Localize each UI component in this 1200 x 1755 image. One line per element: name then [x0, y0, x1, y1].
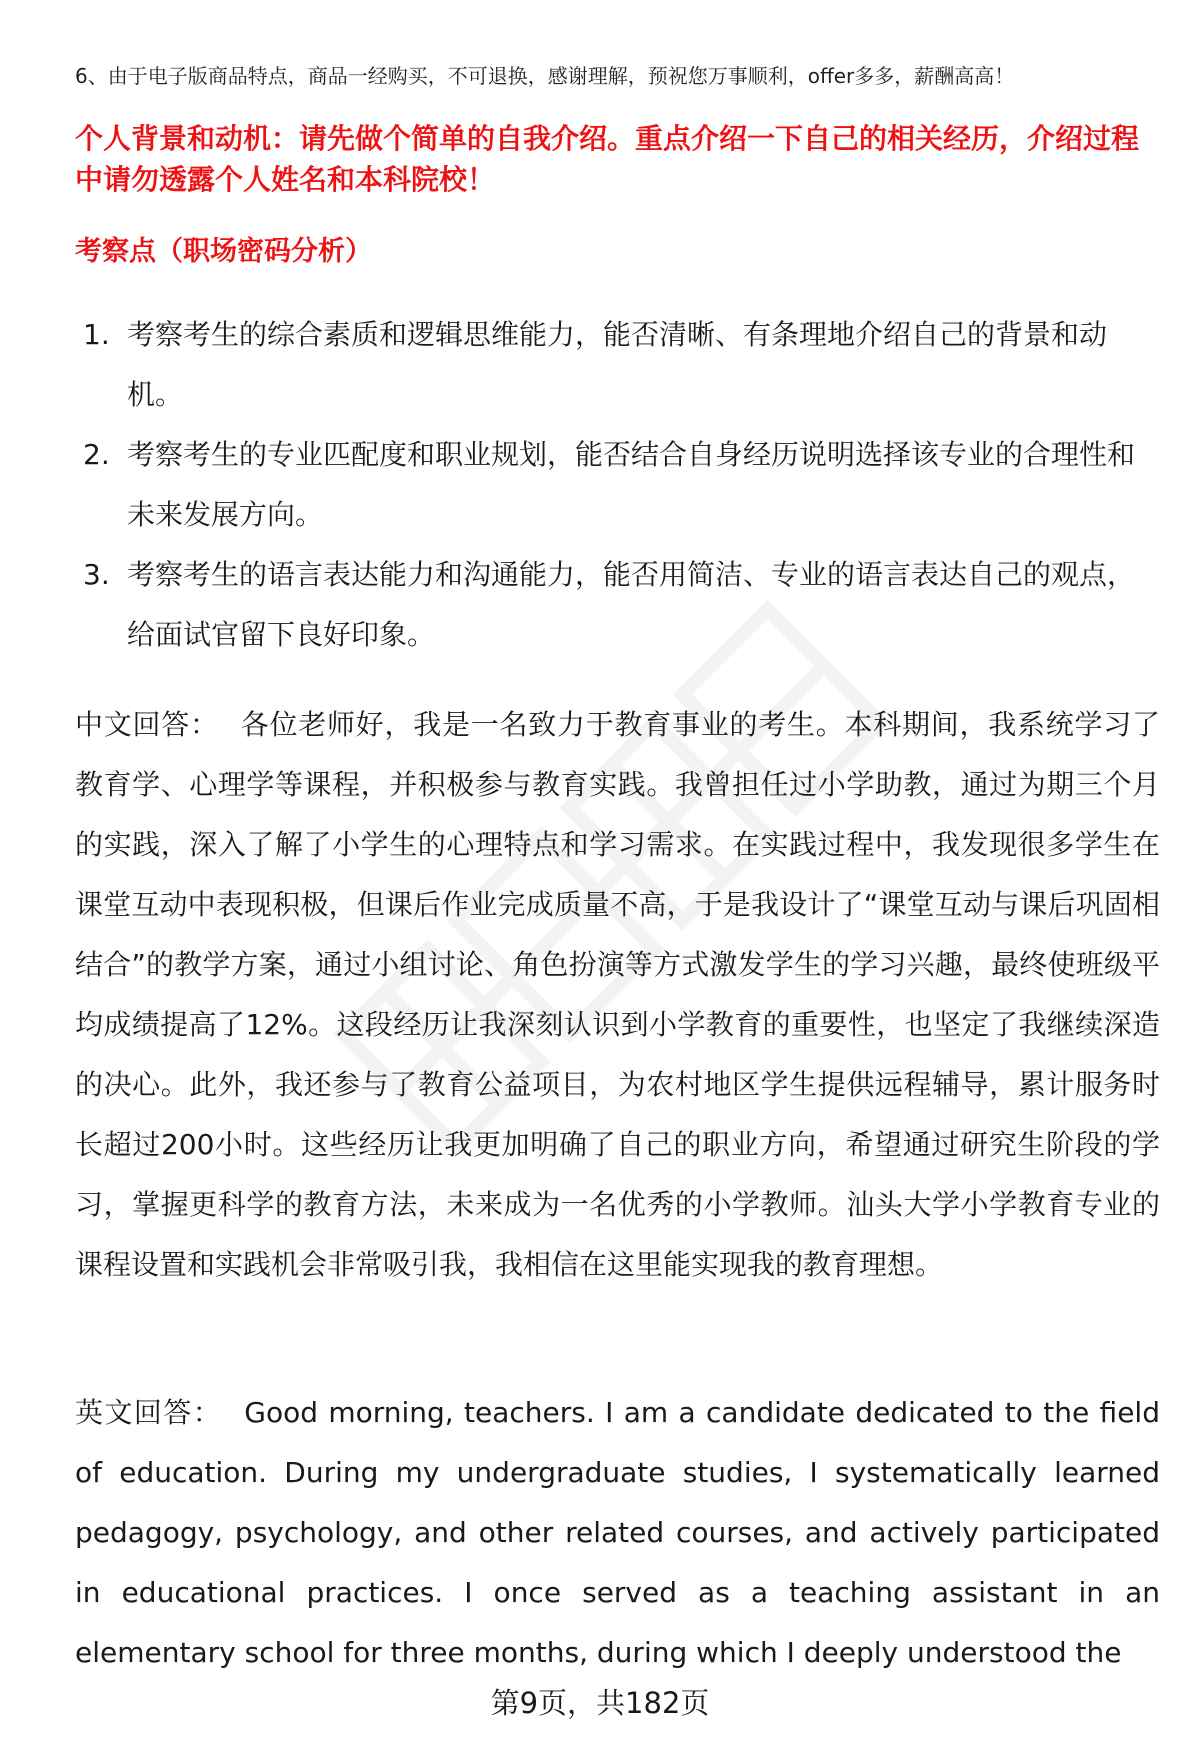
- chinese-answer-text: 各位老师好，我是一名致力于教育事业的考生。本科期间，我系统学习了教育学、心理学等课程，并积极参与教育实践。我曾担任过小学助教，通过为期三个月的实践，深入了解了小学生的心理特点和学习需求。在实践过程中，我发现很多学生在课堂互动中表现积极，但课后作业完成质量不高，于是我设计了“课堂互动与课后巩固相结合”的教学方案，通过小组讨论、角色扮演等方式激发学生的学习兴趣，最终使班级平均成绩提高了12%。这段经历让我深刻认识到小学教育的重要性，也坚定了我继续深造的决心。此外，我还参与了教育公益项目，为农村地区学生提供远程辅导，累计服务时长超过200小时。这些经历让我更加明确了自己的职业方向，希望通过研究生阶段的学习，掌握更科学的教育方法，未来成为一名优秀的小学教师。汕头大学小学教育专业的课程设置和实践机会非常吸引我，我相信在这里能实现我的教育理想。: [75, 708, 1160, 1281]
- english-answer-text: Good morning, teachers. I am a candidate dedicated to the field of education. During my undergraduate studies, I systematically learned pedagogy, psychology, and other related courses, and actively participated in educational practices. I once served as a teaching assistant in an elementary school for three months, during which I deeply understood the: [75, 1396, 1160, 1669]
- english-answer: [75, 1383, 1160, 1683]
- list-item-number: 3.: [83, 558, 110, 591]
- page-number-footer: 第9页，共182页: [490, 1686, 710, 1720]
- section-title: 考察点（职场密码分析）: [75, 236, 372, 267]
- chinese-answer: [75, 695, 1160, 1295]
- list-item-number: 1.: [83, 318, 110, 351]
- list-item-text: 考察考生的专业匹配度和职业规划，能否结合自身经历说明选择该专业的合理性和未来发展方向。: [127, 438, 1136, 531]
- list-item: [75, 425, 1155, 545]
- english-answer-label: 英文回答：: [75, 1396, 223, 1429]
- interview-question: 个人背景和动机：请先做个简单的自我介绍。重点介绍一下自己的相关经历，介绍过程中请勿透露个人姓名和本科院校！: [75, 122, 1140, 196]
- list-item-text: 考察考生的语言表达能力和沟通能力，能否用简洁、专业的语言表达自己的观点，给面试官留下良好印象。: [127, 558, 1136, 651]
- list-item: [75, 305, 1155, 425]
- purchase-notice: 6、由于电子版商品特点，商品一经购买，不可退换，感谢理解，预祝您万事顺利，offer多多，薪酬高高！: [75, 64, 1015, 88]
- chinese-answer-label: 中文回答：: [75, 708, 219, 741]
- list-item: [75, 545, 1155, 665]
- list-item-number: 2.: [83, 438, 110, 471]
- list-item-text: 考察考生的综合素质和逻辑思维能力，能否清晰、有条理地介绍自己的背景和动机。: [127, 318, 1108, 411]
- assessment-points-list: [75, 305, 1155, 665]
